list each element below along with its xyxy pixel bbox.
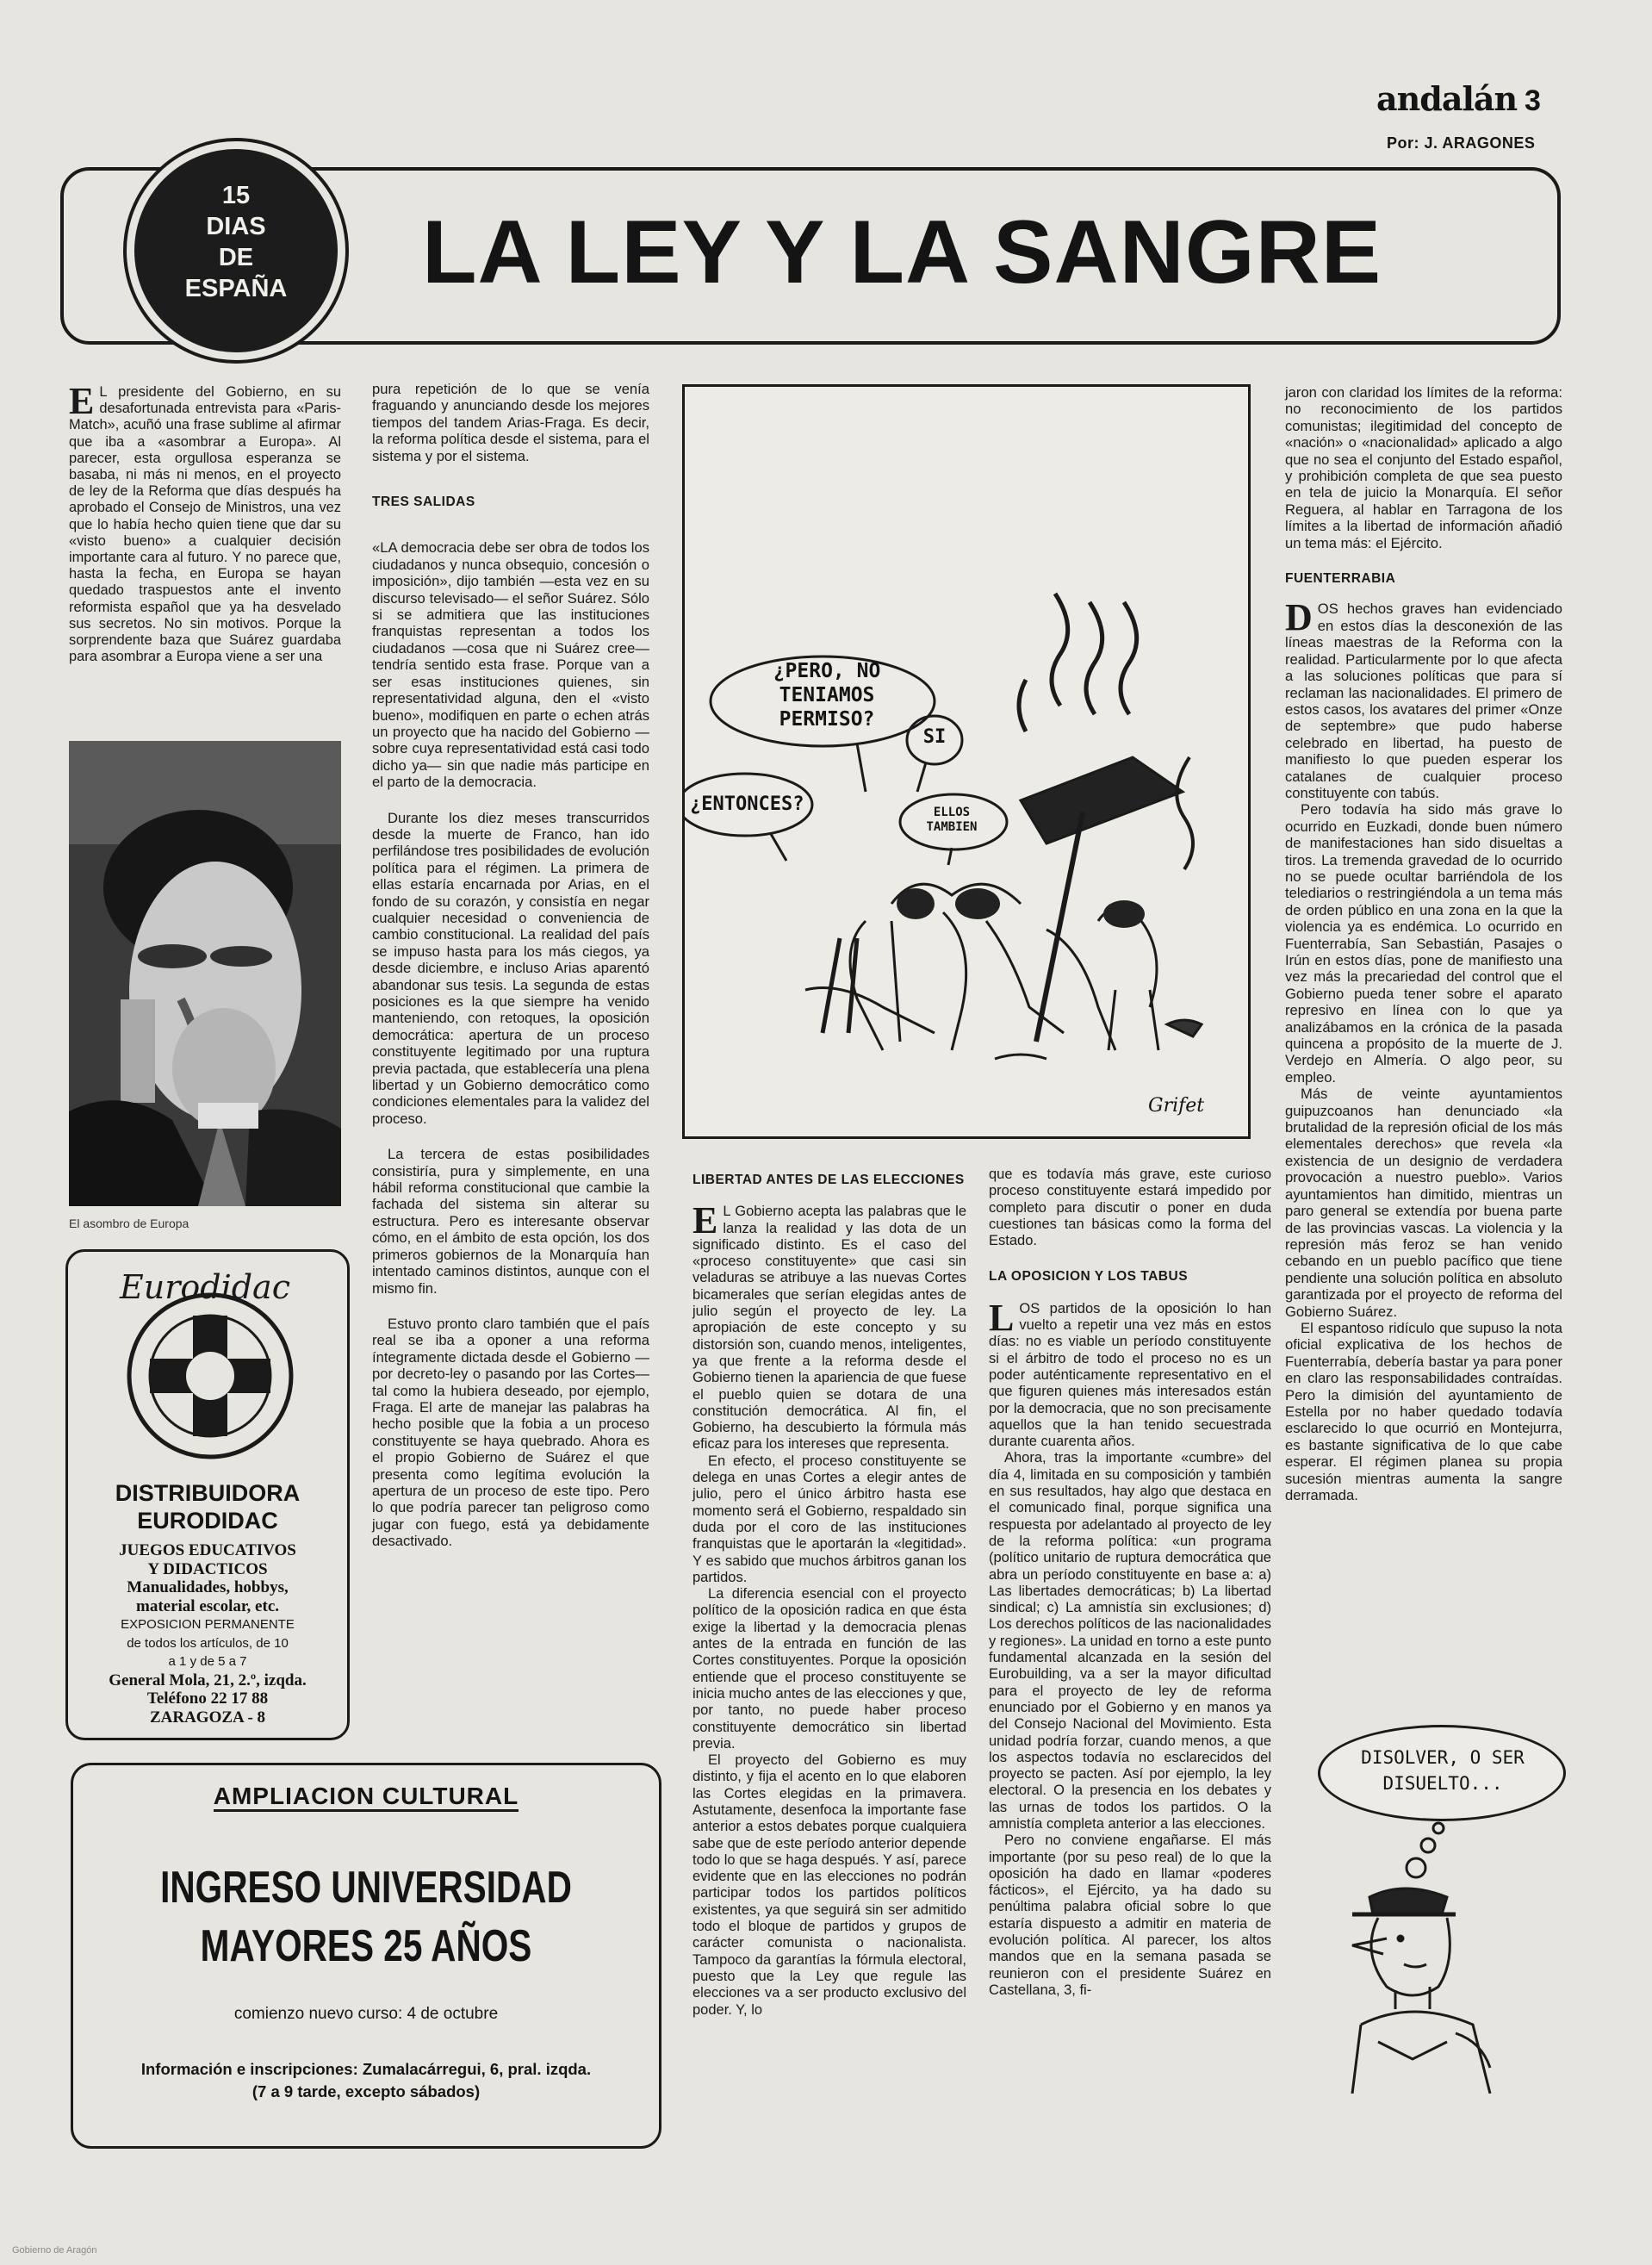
col5-p1: jaron con claridad los límites de la reforma: no reconocimiento de los partidos comunistas; ilegitimidad del concepto de «nación» o «nacionalidad» aplicado a algo que no sea el conjunto del Estado español, y prohibición completa de que sea puesto en tela de juicio la Monarquía. El señor Reguera, al hablar en Tarragona de los límites a la libertad de información añadió un tema más: el Ejército.: [1285, 384, 1562, 551]
masthead-brand: andalán: [1376, 79, 1518, 118]
col2-p4: La tercera de estas posibilidades consistiría, pura y simplemente, en una hábil reforma constitucional que cambie la fachada del sistema sin alterar su estructura. Pero es interesante observar cómo, en el ámbito de esta opción, los dos primeros gobiernos de la Monarquía han intentado caminos distintos, aunque con el mismo fin.: [372, 1146, 649, 1297]
drop-cap: D: [1285, 596, 1313, 639]
col5-p5: El espantoso ridículo que supuso la nota oficial explicativa de los hechos de Fuenterrabía, debería bastar ya para poner en claro las responsabilidades contraídas. Pero la dimisión del ayuntamiento de Estella por no haber quedado todavía esclarecido lo que ocurrió en Montejurra, es bastante significativa de lo que cabe esperar. El régimen planea su propia sucesión mientras aumenta la sangre derramada.: [1285, 1319, 1562, 1503]
cartoon-illustration: [685, 387, 1248, 1136]
cartoon-bubble-4: ELLOS TAMBIEN: [926, 806, 978, 834]
col4-p1: que es todavía más grave, este curioso proceso constituyente estará impedido por completo para discutir o poner en duda cuestiones tan básicas como la forma del Estado.: [989, 1167, 1271, 1249]
ad-line-2: Y DIDACTICOS: [147, 1559, 268, 1578]
ad-title-2: EURODIDAC: [137, 1508, 278, 1534]
col1-paragraph: L presidente del Gobierno, en su desafortunada entrevista para «Paris-Match», acuñó una frase sublime al afirmar que iba a «asombrar a Europa». Al parecer, esta orgullosa esperanza se basaba, ni más ni menos, en el proyecto de ley de la Reforma que días después ha aprobado el Consejo de Ministros, una vez que lo había hecho quien tiene que dar su «visto bueno» a cualquier decisión importante cara al futuro. Y no parece que, hasta la fecha, en Europa se hayan quedado traspuestos ante el invento reformista español que ya ha desvelado sus secretos. No sin motivos. Porque la sorprendente baza que Suárez guardaba para asombrar a Europa viene a ser una: [69, 384, 341, 665]
photo-caption: El asombro de Europa: [69, 1217, 189, 1230]
section-badge: [134, 149, 338, 352]
subhead-libertad: LIBERTAD ANTES DE LAS ELECCIONES: [692, 1173, 965, 1187]
ad-ampliacion-line-4: Información e inscripciones: Zumalacárregui, 6, pral. izqda.: [140, 2060, 592, 2078]
cartoon-bubble-1: ¿PERO, NO TENIAMOS PERMISO?: [773, 660, 881, 731]
subhead-tres-salidas: TRES SALIDAS: [372, 495, 475, 510]
ad-ampliacion-line-3: comienzo nuevo curso: 4 de octubre: [233, 2005, 499, 2023]
cartoon-bubble-3: ¿ENTONCES?: [690, 793, 804, 815]
col4-p4: Pero no conviene engañarse. El más importante (por su peso real) de lo que la oposición ha dado en llamar «poderes fácticos», el Ejército, ya ha dado su penúltima palabra oficial sobre lo que estaría dispuesto a admitir en materia de evolución política. Al parecer, los altos mandos que en la semana pasada se reunieron con el presidente Suárez en Castellana, 3, fi-: [989, 1833, 1271, 1998]
col3-p2: En efecto, el proceso constituyente se delega en unas Cortes a elegir antes de julio, pero el único árbitro hasta ese momento será el Gobierno, respaldado sin duda por el coro de las instituciones franquistas que le aportarán la «legitidad». Y es sabido que muchos árbitros ganan los partidos.: [692, 1453, 966, 1585]
col4-p2: OS partidos de la oposición lo han vuelto a repetir una vez más en estos días: no es viable un período constituyente si el árbitro de todo el proceso no es un poder auténticamente representativo en el que figuren quienes más interesados están por la democracia, que no son precisamente aquellos que la han tenido secuestrada durante cuarenta años.: [989, 1300, 1271, 1450]
archive-credit: Gobierno de Aragón: [12, 2245, 97, 2256]
officer-bubble-text: DISOLVER, O SER DISUELTO...: [1361, 1747, 1525, 1794]
logo-text: Eurodidac: [120, 1268, 290, 1306]
column-1-intro: [69, 380, 341, 665]
col2-p1: pura repetición de lo que se venía fraguando y anunciando desde los mejores tiempos del tandem Arias-Fraga. Es decir, la reforma política desde el sistema, para el sistema y por el sistema.: [372, 381, 649, 464]
subhead-fuenterrabia: FUENTERRABIA: [1285, 571, 1396, 587]
eurodidac-logo: [85, 1264, 335, 1479]
drop-cap: L: [989, 1296, 1015, 1339]
col3-p1: L Gobierno acepta las palabras que le lanza la realidad y las dota de un significado distinto. Es el caso del «proceso constituyente» que casi sin veladuras se atribuye a las nuevas Cortes bicamerales que serían elegidas antes de julio según el proyecto de ley. La apropiación de este concepto y su distorsión son, cuando menos, inteligentes, ya que frente a la reforma desde el Gobierno tienen la apariencia de que fuese el pueblo quien se dotara de una constitución democrática. Al fin, el Gobierno, ha descubierto la fórmula más eficaz para los intereses que representa.: [692, 1204, 966, 1453]
ad-ampliacion-line-5: (7 a 9 tarde, excepto sábados): [252, 2082, 481, 2100]
cartoon-bubble-2: SI: [922, 726, 947, 748]
ad-line-3: Manualidades, hobbys,: [127, 1578, 289, 1596]
ad-line-4: material escolar, etc.: [136, 1596, 279, 1615]
column-3: [692, 1172, 966, 2019]
ad-line-1: JUEGOS EDUCATIVOS: [119, 1541, 296, 1559]
drop-cap: E: [69, 380, 95, 422]
ad-line-7: a 1 y de 5 a 7: [168, 1654, 247, 1669]
col2-p3: Durante los diez meses transcurridos desde la muerte de Franco, han ido perfilándose tres posibilidades de evolución política para el régimen. La primera de ellas estaría encarnada por Arias, en el fondo de su corazón, y consistía en negar cualquier necesidad o conveniencia de cambio constitucional. La realidad del país se impuso hasta para los más ciegos, ya desde diciembre, e incluso Arias aparentó abandonar sus tesis. La segunda de estas posiciones es la que siempre ha venido manteniendo, con retoques, la oposición democrática: apertura de un proceso constituyente legitimado por una ruptura previa pactada, que establecería una plena libertad y un Gobierno democrático como condiciones elementales para la validez del proceso.: [372, 809, 649, 1127]
ad-ampliacion-line-2: MAYORES 25 AÑOS: [200, 1921, 532, 1971]
subhead-oposicion: LA OPOSICION Y LOS TABUS: [989, 1269, 1189, 1285]
ad-line-8: General Mola, 21, 2.º, izqda.: [109, 1671, 307, 1689]
ad-line-9: Teléfono 22 17 88: [146, 1689, 269, 1708]
col2-p2: «LA democracia debe ser obra de todos los ciudadanos y nunca obsequio, concesión o imposición», dijo también —esta vez en su discurso televisado— el señor Suárez. Sólo si se admitiera que las instituciones franquistas representan a todos los ciudadanos —cosa que ni Suárez cree— tendría sentido esta frase. Porque van a ser esas instituciones quienes, sin representatividad alguna, den el «visto bueno», modifiquen en parte o echen atrás un proyecto que ha nacido del Gobierno —sobre cuya representatividad está casi todo dicho ya— sin que nadie más participe en el parto de la democracia.: [372, 539, 649, 791]
ad-ampliacion-line-1: INGRESO UNIVERSIDAD: [160, 1863, 572, 1913]
ad-eurodidac: [65, 1249, 350, 1740]
col3-p3: La diferencia esencial con el proyecto político de la oposición radica en que ésta exige la libertad y la democracia plenas antes de la entrada en función de las Cortes constituyentes. Porque la oposición entiende que el proceso constituyente se inicia mucho antes de las elecciones y que, por tanto, no puede haber proceso constituyente democrático sin libertad previa.: [692, 1586, 966, 1752]
cartoon-frame: [682, 384, 1251, 1139]
portrait-illustration: [69, 741, 341, 1206]
ad-ampliacion-title: AMPLIACION CULTURAL: [214, 1783, 519, 1812]
section-badge-dias: DIAS: [206, 213, 266, 240]
officer-thought-bubble: [1318, 1725, 1566, 1821]
ad-line-10: ZARAGOZA - 8: [149, 1708, 266, 1727]
page-number: 3: [1525, 84, 1541, 117]
col5-p4: Más de veinte ayuntamientos guipuzcoanos han denunciado «la brutalidad de la represión oficial de los más elementales derechos» que revela «la existencia de un designio de verdadera provocación a nuestro pueblo». Varios ayuntamientos han dimitido, mientras un paro general se extendía por buena parte de las provincias vascas. La violencia y la represión más feroz se han venido cebando en un pueblo pacífico que tiene pendiente una solución política en absoluto garantizada por el proyecto de reforma del Gobierno Suárez.: [1285, 1086, 1562, 1320]
officer-drawing: [1326, 1818, 1568, 2094]
col5-p2: OS hechos graves han evidenciado en estos días la desconexión de las líneas maestras de la Reforma con la realidad. Particularmente por lo que afecta a las soluciones políticas que para sí reclaman las nacionalidades. El primero de estos casos, los avatares del primer «Onze de septembre» que pudo haberse celebrado en libertad, ha puesto de manifiesto lo que pueden esperar los catalanes de cualquier proceso constituyente con tabús.: [1285, 600, 1562, 801]
column-2: [372, 381, 649, 1550]
ad-ampliacion-cultural: [71, 1763, 661, 2149]
ad-line-6: de todos los artículos, de 10: [127, 1635, 289, 1651]
column-5: [1285, 384, 1562, 1503]
col4-p3: Ahora, tras la importante «cumbre» del día 4, limitada en su composición y también en sus resultados, hay algo que destaca en el comunicado final, porque significa una respuesta por adelantado al proyecto de ley de la reforma política: «un programa (político unitario de ruptura democrática que abra un período constituyente en base a: a) Las libertades democráticas; b) La libertad sindical; c) La amnistía sin exclusiones; d) Los derechos políticos de las nacionalidades y regiones». La unidad en torno a este punto fundamental alcanzada en la sesión del Eurobuilding, va a ser la mayor dificultad para el proyecto de ley de reforma enunciado por el Gobierno y en manos ya del Consejo Nacional del Movimiento. Esta unidad podría forzar, cuando menos, a que los aspectos todavía no esclarecidos del proyecto se pacten. Así por ejemplo, la ley electoral. O la presencia en los debates y las urnas de todos los partidos. O la amnistía completa anterior a las elecciones.: [989, 1450, 1271, 1832]
ad-title-1: DISTRIBUIDORA: [115, 1480, 301, 1506]
headline: LA LEY Y LA SANGRE: [422, 202, 1382, 302]
byline: Por: J. ARAGONES: [1387, 134, 1536, 152]
column-4: [989, 1167, 1271, 1999]
drop-cap: E: [692, 1199, 718, 1242]
section-badge-number: 15: [221, 182, 251, 209]
section-badge-de: DE: [218, 244, 254, 271]
col2-p5: Estuvo pronto claro también que el país real se iba a oponer a una reforma íntegramente dictada desde el Gobierno —por decreto-ley o pasando por las Cortes— tal como la hubiera deseado, por ejemplo, Fraga. El arte de manejar las palabras ha hecho posible que la fobia a un proceso constituyente se haya quebrado. Ahora es el propio Gobierno de Suárez el que presenta como legítima evolución la apertura de un proceso de este tipo. Pero lo que podría parecer tan peligroso como jugar con fuego, está ya debidamente desactivado.: [372, 1315, 649, 1550]
section-badge-espana: ESPAÑA: [184, 275, 288, 302]
ad-line-5: EXPOSICION PERMANENTE: [121, 1617, 295, 1632]
cartoon-signature: Grifet: [1148, 1095, 1205, 1117]
suarez-photo: [69, 741, 341, 1206]
col3-p4: El proyecto del Gobierno es muy distinto, y fija el acento en lo que elaboren las Cortes elegidas en la primavera. Astutamente, desenfoca la importante fase anterior a estos debates porque cualquiera sabe que de este período anterior depende todo lo que se haga después. Y así, parece evidente que en las elecciones no podrán participar todos los partidos políticos existentes, ya que seguirá sin ser admitido todo el bloque de partidos y grupos de carácter comunista o nacionalista. Tampoco da garantías la fórmula electoral, puesto que la Ley que regule las elecciones va a ser producto exclusivo del poder. Y, lo: [692, 1752, 966, 2018]
col5-p3: Pero todavía ha sido más grave lo ocurrido en Euzkadi, donde buen número de manifestaciones han sido disueltas a tiros. La tremenda gravedad de lo ocurrido no se puede ocultar barriéndola de los telediarios o restringiéndola a un tema más de orden público en una zona en la que la violencia ya es endémica. Lo ocurrido en Fuenterrabía, San Sebastián, Pasajes o Irún en estos días, pone de manifiesto una vez más la precariedad del control que el Gobierno pueda tener sobre el aparato represivo en línea con lo que ya analizábamos en la crónica de la pasada quincena a propósito de la muerte de J. Verdejo en Almería. O algo peor, su empleo.: [1285, 801, 1562, 1086]
